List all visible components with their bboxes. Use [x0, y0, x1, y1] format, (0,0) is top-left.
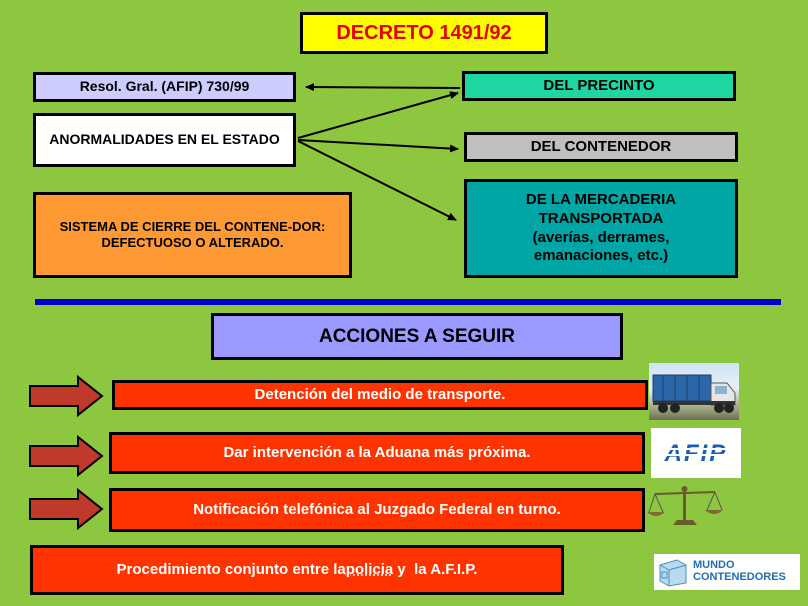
- arrow-anorm-to-contenedor: [298, 140, 458, 149]
- sistema-cierre-box: SISTEMA DE CIERRE DEL CONTENE-DOR: DEFECTUOSO O ALTERADO.: [33, 192, 352, 278]
- mundo-line-1: MUNDO: [693, 559, 735, 572]
- afip-logo-text: AFIP: [664, 440, 728, 466]
- action-notificacion-juzgado: Notificación telefónica al Juzgado Federal en turno.: [109, 488, 645, 532]
- afip-logo: [651, 428, 741, 478]
- scales-of-justice-icon: [647, 484, 723, 528]
- mercaderia-line-3: (averías, derrames,: [532, 228, 670, 246]
- anormalidades-box: ANORMALIDADES EN EL ESTADO: [33, 113, 296, 167]
- mercaderia-line-4: emanaciones, etc.): [533, 247, 669, 265]
- final-action-before: Procedimiento conjunto entre la: [116, 560, 346, 578]
- action-detencion: Detención del medio de transporte.: [112, 380, 648, 410]
- resol-gral-box: Resol. Gral. (AFIP) 730/99: [33, 72, 296, 102]
- block-arrow-1: [30, 377, 102, 415]
- block-arrow-3: [30, 490, 102, 528]
- mundo-text: [693, 560, 786, 583]
- final-action-after: y la A.F.I.P.: [393, 560, 478, 578]
- final-action-underlined: policia: [345, 560, 394, 578]
- page-title: DECRETO 1491/92: [300, 12, 548, 54]
- action-intervencion-aduana: Dar intervención a la Aduana más próxima.: [109, 432, 645, 474]
- mundo-line-2: CONTENEDORES: [693, 571, 786, 583]
- precinto-box: DEL PRECINTO: [462, 71, 736, 101]
- mercaderia-line-2: TRANSPORTADA: [538, 209, 664, 227]
- arrow-anorm-to-precinto: [298, 93, 458, 138]
- acciones-title: ACCIONES A SEGUIR: [211, 313, 623, 360]
- mercaderia-line-1: DE LA MERCADERIA: [525, 191, 677, 208]
- block-arrow-2: [30, 437, 102, 475]
- truck-photo: [649, 363, 739, 420]
- arrow-precinto-to-resol: [306, 87, 460, 88]
- mundo-contenedores-logo: [654, 554, 800, 590]
- arrow-anorm-to-mercaderia: [298, 141, 456, 220]
- contenedor-box: DEL CONTENEDOR: [464, 132, 738, 162]
